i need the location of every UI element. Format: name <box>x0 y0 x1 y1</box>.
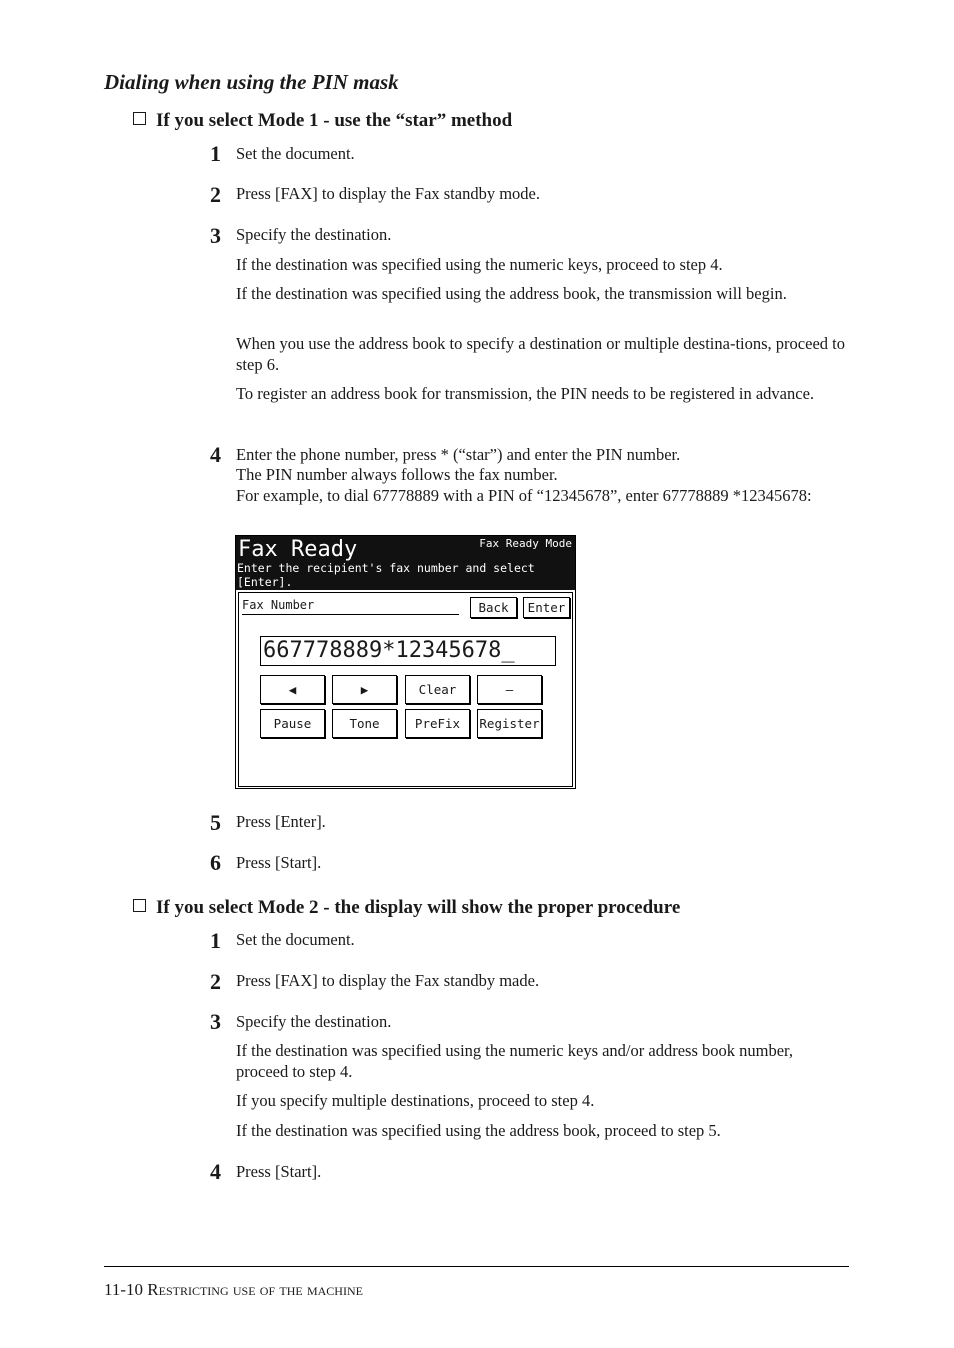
left-arrow-icon: ◀ <box>288 682 297 697</box>
lcd-header <box>236 536 575 590</box>
clear-button[interactable]: Clear <box>405 675 470 704</box>
step-detail: If the destination was specified using the address book, proceed to step 5. <box>236 1121 721 1140</box>
step-text: Set the document. <box>236 144 355 163</box>
mode1-heading <box>133 110 512 132</box>
step-text: Specify the destination. <box>236 1012 392 1031</box>
step-detail: For example, to dial 67778889 with a PIN of “12345678”, enter 67778889 *12345678: <box>236 486 812 505</box>
lcd-instruction: Enter the recipient's fax number and select [Enter]. <box>237 561 535 589</box>
step-text: Press [Enter]. <box>236 812 326 831</box>
step-number: 4 <box>210 442 221 467</box>
mode2-heading-text: If you select Mode 2 - the display will show the proper procedure <box>156 897 681 918</box>
step-text: Press [Start]. <box>236 1162 322 1181</box>
step-number: 3 <box>210 223 221 248</box>
right-arrow-button[interactable] <box>332 675 397 704</box>
step-detail: The PIN number always follows the fax number. <box>236 465 558 484</box>
mode1-heading-text: If you select Mode 1 - use the “star” method <box>156 110 513 131</box>
right-arrow-icon: ▶ <box>360 682 369 697</box>
footer-divider <box>104 1266 849 1267</box>
step-text: Press [FAX] to display the Fax standby made. <box>236 971 540 990</box>
step-number: 2 <box>210 969 221 994</box>
page-footer <box>104 1280 363 1300</box>
checkbox-icon <box>133 899 146 912</box>
fax-lcd-panel <box>235 535 576 789</box>
fax-number-label: Fax Number <box>242 598 459 615</box>
step-text: Specify the destination. <box>236 225 392 244</box>
mode2-heading <box>133 897 680 919</box>
dash-button[interactable]: – <box>477 675 542 704</box>
step-text: Press [FAX] to display the Fax standby mode. <box>236 184 541 203</box>
tone-button[interactable]: Tone <box>332 709 397 738</box>
step-text: Press [Start]. <box>236 853 322 872</box>
step-detail: When you use the address book to specify a destination or multiple destina-tions, proceed to step 6. <box>236 334 845 374</box>
chapter-title: Restricting use of the machine <box>147 1280 363 1299</box>
enter-button[interactable]: Enter <box>523 597 570 618</box>
step-detail: If the destination was specified using the numeric keys, proceed to step 4. <box>236 255 723 274</box>
step-number: 6 <box>210 850 221 875</box>
lcd-mode: Fax Ready Mode <box>479 537 572 550</box>
step-detail: If the destination was specified using the address book, the transmission will begin. <box>236 284 787 303</box>
step-text: Enter the phone number, press * (“star”) and enter the PIN number. <box>236 445 681 464</box>
step-number: 2 <box>210 182 221 207</box>
step-number: 5 <box>210 810 221 835</box>
step-text: Set the document. <box>236 930 355 949</box>
lcd-body <box>238 592 573 787</box>
prefix-button[interactable]: PreFix <box>405 709 470 738</box>
step-detail: To register an address book for transmission, the PIN needs to be registered in advance. <box>236 384 815 403</box>
step-detail: If you specify multiple destinations, proceed to step 4. <box>236 1091 595 1110</box>
back-button[interactable]: Back <box>470 597 517 618</box>
section-title: Dialing when using the PIN mask <box>104 70 399 94</box>
lcd-title: Fax Ready <box>238 537 358 562</box>
step-number: 1 <box>210 928 221 953</box>
pause-button[interactable]: Pause <box>260 709 325 738</box>
checkbox-icon <box>133 112 146 125</box>
step-detail: If the destination was specified using the numeric keys and/or address book number, proceed to step 4. <box>236 1041 793 1081</box>
left-arrow-button[interactable] <box>260 675 325 704</box>
register-button[interactable]: Register <box>477 709 542 738</box>
step-number: 3 <box>210 1009 221 1034</box>
step-number: 4 <box>210 1159 221 1184</box>
step-number: 1 <box>210 141 221 166</box>
page-number: 11-10 <box>104 1280 144 1299</box>
fax-number-input[interactable]: 667778889*12345678_ <box>260 636 556 666</box>
